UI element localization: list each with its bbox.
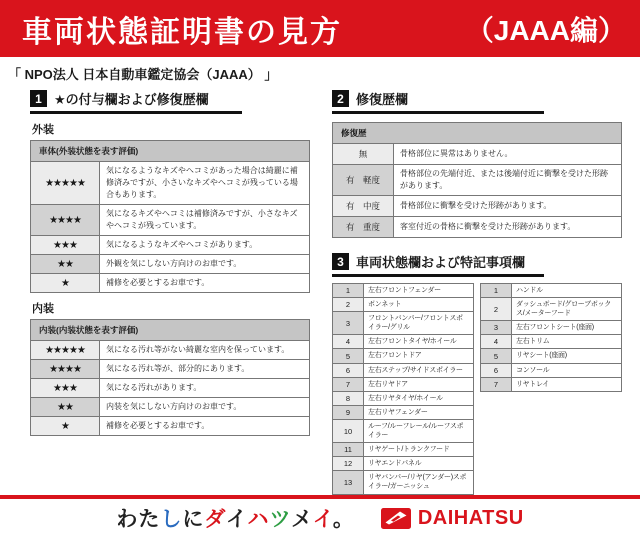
- title-bar: [0, 0, 640, 57]
- interior-parts-table: [480, 283, 622, 392]
- part-number: 1: [481, 284, 512, 298]
- slogan-char: 。: [332, 508, 355, 531]
- table-row: [333, 419, 474, 442]
- repair-grade: 無: [333, 144, 394, 165]
- rating-description: 気になる汚れがあります。: [100, 379, 310, 398]
- table-row: [31, 274, 310, 293]
- section2-header: [332, 89, 544, 114]
- rating-description: 気になるキズやヘコミは補修済みですが、小さなキズやヘコミが残っています。: [100, 205, 310, 236]
- part-name: コンソール: [512, 363, 622, 377]
- star-rating: ★★★★★: [31, 162, 100, 205]
- part-number: 1: [333, 284, 364, 298]
- slogan-char: わ: [116, 508, 139, 531]
- slogan-char: た: [138, 508, 161, 531]
- content-columns: [0, 85, 640, 495]
- repair-description: 骨格部位の先端付近、または後端付近に衝撃を受けた形跡があります。: [394, 165, 622, 196]
- rating-description: 気になるようなキズやヘコミがあります。: [100, 236, 310, 255]
- table-row: [333, 284, 474, 298]
- exterior-parts-table: [332, 283, 474, 495]
- part-number: 5: [333, 349, 364, 363]
- rating-description: 気になる汚れ等が、部分的にあります。: [100, 360, 310, 379]
- left-column: [30, 87, 310, 495]
- table-header-row: [333, 123, 622, 144]
- part-name: リヤトレイ: [512, 377, 622, 391]
- slogan-char: メ: [291, 508, 313, 531]
- part-name: リヤエンドパネル: [364, 457, 474, 471]
- subtitle: 「 NPO法人 日本自動車鑑定協会（JAAA） 」: [8, 67, 278, 82]
- table-row: [481, 321, 622, 335]
- slogan-char: ツ: [269, 508, 292, 531]
- exterior-label: 外装: [32, 124, 54, 136]
- exterior-rating-table: [30, 140, 310, 293]
- slogan-char: ダ: [204, 508, 226, 531]
- daihatsu-wordmark: DAIHATSU: [417, 506, 524, 529]
- daihatsu-slogan: [116, 503, 355, 533]
- table-row: [333, 443, 474, 457]
- repair-grade: 有 軽度: [333, 165, 394, 196]
- part-name: リヤゲート/トランクフード: [364, 443, 474, 457]
- part-number: 13: [333, 471, 364, 494]
- table-row: [333, 312, 474, 335]
- part-number: 11: [333, 443, 364, 457]
- page-title-edition: （JAAA編）: [465, 14, 626, 46]
- part-name: ハンドル: [512, 284, 622, 298]
- table-row: [481, 377, 622, 391]
- table-row: [333, 457, 474, 471]
- interior-rating-table: [30, 319, 310, 436]
- table-row: [481, 298, 622, 321]
- repair-description: 客室付近の骨格に衝撃を受けた形跡があります。: [394, 217, 622, 238]
- table-row: [333, 377, 474, 391]
- table-row: [31, 417, 310, 436]
- interior-label: 内装: [32, 303, 54, 315]
- section3-number-badge: 3: [332, 253, 349, 270]
- star-rating: ★★★: [31, 236, 100, 255]
- part-name: リヤシート(座面): [512, 349, 622, 363]
- part-name: ボンネット: [364, 298, 474, 312]
- table-row: [31, 205, 310, 236]
- table-row: [333, 391, 474, 405]
- part-number: 8: [333, 391, 364, 405]
- slogan-char: イ: [225, 508, 248, 531]
- table-row: [31, 379, 310, 398]
- footer: [0, 499, 640, 538]
- table-row: [333, 144, 622, 165]
- star-rating: ★: [31, 417, 100, 436]
- daihatsu-emblem-icon: [381, 508, 411, 529]
- section3-title: 車両状態欄および特記事項欄: [356, 255, 526, 270]
- part-number: 4: [481, 335, 512, 349]
- part-name: 左右フロントシート(座面): [512, 321, 622, 335]
- repair-grade: 有 中度: [333, 196, 394, 217]
- slogan-char: し: [160, 508, 183, 531]
- part-name: 左右トリム: [512, 335, 622, 349]
- repair-grade: 有 重度: [333, 217, 394, 238]
- right-column: [332, 87, 622, 495]
- star-rating: ★★★: [31, 379, 100, 398]
- table-row: [333, 298, 474, 312]
- table-row: [333, 363, 474, 377]
- part-number: 5: [481, 349, 512, 363]
- rating-description: 気になるようなキズやヘコミがあった場合は綺麗に補修済みですが、小さいなキズやヘコミが残っている場合もあります。: [100, 162, 310, 205]
- table-row: [333, 165, 622, 196]
- part-number: 3: [481, 321, 512, 335]
- part-name: 左右フロントフェンダー: [364, 284, 474, 298]
- part-number: 6: [481, 363, 512, 377]
- star-rating: ★★★★: [31, 360, 100, 379]
- section2-number-badge: 2: [332, 90, 349, 107]
- part-number: 10: [333, 419, 364, 442]
- repair-history-table: [332, 122, 622, 238]
- part-name: ルーフ/ルーフレール/ルーフスポイラー: [364, 419, 474, 442]
- part-name: 左右ステップ/サイドスポイラー: [364, 363, 474, 377]
- table-row: [333, 196, 622, 217]
- table-row: [31, 341, 310, 360]
- table-row: [333, 405, 474, 419]
- part-number: 7: [333, 377, 364, 391]
- exterior-table-header: 車体(外装状態を表す評価): [31, 141, 310, 162]
- parts-tables: [332, 283, 622, 495]
- rating-description: 補修を必要とするお車です。: [100, 274, 310, 293]
- section3-header: [332, 252, 544, 277]
- rating-description: 外観を気にしない方向けのお車です。: [100, 255, 310, 274]
- slogan-char: ハ: [247, 508, 270, 531]
- part-name: フロントバンパー/フロントスポイラー/グリル: [364, 312, 474, 335]
- table-row: [333, 349, 474, 363]
- star-rating: ★★★★★: [31, 341, 100, 360]
- part-number: 2: [481, 298, 512, 321]
- table-row: [31, 360, 310, 379]
- part-number: 6: [333, 363, 364, 377]
- interior-table-header: 内装(内装状態を表す評価): [31, 320, 310, 341]
- part-number: 9: [333, 405, 364, 419]
- table-row: [333, 335, 474, 349]
- part-number: 12: [333, 457, 364, 471]
- repair-description: 骨格部位に異常はありません。: [394, 144, 622, 165]
- part-name: リヤバンパー/リヤ(アンダー)スポイラー/ガーニッシュ: [364, 471, 474, 494]
- part-number: 3: [333, 312, 364, 335]
- daihatsu-logo: [381, 507, 524, 530]
- part-name: 左右フロントタイヤ/ホイール: [364, 335, 474, 349]
- table-row: [481, 284, 622, 298]
- table-header-row: [31, 320, 310, 341]
- section1-header: [30, 89, 242, 114]
- table-row: [333, 217, 622, 238]
- part-name: ダッシュボード/グローブボックス/メーターフード: [512, 298, 622, 321]
- slogan-char: に: [182, 508, 205, 531]
- part-name: 左右リヤドア: [364, 377, 474, 391]
- rating-description: 気になる汚れ等がない綺麗な室内を保っています。: [100, 341, 310, 360]
- part-name: 左右リヤフェンダー: [364, 405, 474, 419]
- table-row: [333, 471, 474, 494]
- star-rating: ★★: [31, 255, 100, 274]
- part-number: 4: [333, 335, 364, 349]
- table-row: [31, 236, 310, 255]
- table-row: [481, 349, 622, 363]
- table-header-row: [31, 141, 310, 162]
- section1-number-badge: 1: [30, 90, 47, 107]
- part-name: 左右リヤタイヤ/ホイール: [364, 391, 474, 405]
- table-row: [31, 398, 310, 417]
- star-rating: ★★: [31, 398, 100, 417]
- table-row: [481, 335, 622, 349]
- table-row: [481, 363, 622, 377]
- part-number: 2: [333, 298, 364, 312]
- rating-description: 補修を必要とするお車です。: [100, 417, 310, 436]
- repair-table-header: 修復歴: [333, 123, 622, 144]
- repair-description: 骨格部位に衝撃を受けた形跡があります。: [394, 196, 622, 217]
- star-rating: ★★★★: [31, 205, 100, 236]
- slogan-char: イ: [312, 508, 333, 531]
- rating-description: 内装を気にしない方向けのお車です。: [100, 398, 310, 417]
- page-title: 車両状態証明書の見方: [22, 15, 342, 49]
- part-number: 7: [481, 377, 512, 391]
- part-name: 左右フロントドア: [364, 349, 474, 363]
- section2-title: 修復歴欄: [356, 92, 409, 107]
- star-rating: ★: [31, 274, 100, 293]
- section1-title: ★の付与欄および修復歴欄: [54, 92, 209, 107]
- table-row: [31, 255, 310, 274]
- table-row: [31, 162, 310, 205]
